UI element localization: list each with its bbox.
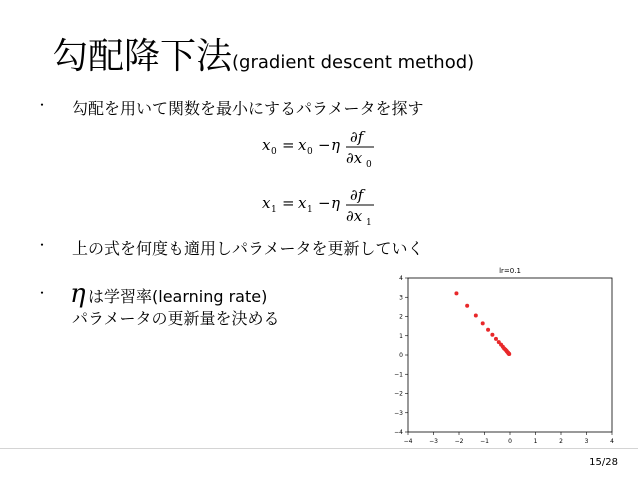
rhs-var: x xyxy=(298,136,307,154)
equals-sign: = xyxy=(282,194,295,212)
numerator: ∂f xyxy=(350,186,364,204)
page-number: 15/28 xyxy=(589,457,618,468)
y-tick-label: −4 xyxy=(394,429,403,436)
denominator-sub: 1 xyxy=(366,218,372,228)
lhs-sub: 1 xyxy=(271,205,277,215)
data-point xyxy=(486,328,490,332)
bullet-marker: ・ xyxy=(36,286,49,300)
rhs-sub: 0 xyxy=(307,147,313,157)
slide-title xyxy=(52,28,474,79)
bullet-repeat-update: 上の式を何度も適用しパラメータを更新していく xyxy=(72,239,424,258)
update-formula-x0 xyxy=(262,128,388,174)
eta-symbol: η xyxy=(331,136,340,154)
data-point xyxy=(494,337,498,341)
denominator-sub: 0 xyxy=(366,160,372,170)
x-tick-label: 4 xyxy=(610,438,614,445)
eta-symbol: η xyxy=(331,194,340,212)
bullet-marker: ・ xyxy=(36,98,49,112)
y-tick-label: −3 xyxy=(394,409,403,417)
x-tick-label: 1 xyxy=(533,438,538,445)
lhs-var: x xyxy=(262,194,271,212)
y-tick-label: 1 xyxy=(399,332,403,340)
x-tick-label: 0 xyxy=(508,438,512,445)
lhs-var: x xyxy=(262,136,271,154)
chart-svg xyxy=(384,262,620,446)
chart-title: lr=0.1 xyxy=(499,267,521,275)
formula-x0-svg xyxy=(262,128,388,170)
x-tick-label: −2 xyxy=(454,438,464,445)
footer-divider xyxy=(0,448,638,449)
bullet-marker: ・ xyxy=(36,238,49,252)
equals-sign: = xyxy=(282,136,295,154)
rhs-sub: 1 xyxy=(307,205,313,215)
y-tick-label: 4 xyxy=(399,275,403,282)
y-tick-label: 0 xyxy=(399,352,403,359)
title-subtitle: (gradient descent method) xyxy=(232,52,475,73)
title-main: 勾配降下法 xyxy=(52,36,233,77)
y-tick-label: −2 xyxy=(394,390,403,398)
formula-x1-svg xyxy=(262,186,388,228)
data-point xyxy=(454,291,458,295)
bullet-gradient-search: 勾配を用いて関数を最小にするパラメータを探す xyxy=(72,99,424,118)
denominator: ∂x xyxy=(346,149,363,167)
data-point xyxy=(490,333,494,337)
data-point xyxy=(465,304,469,308)
x-tick-label: 3 xyxy=(584,438,589,445)
bullet-learning-rate-desc: パラメータの更新量を決める xyxy=(72,309,280,328)
numerator: ∂f xyxy=(350,128,364,146)
x-tick-label: −4 xyxy=(403,438,413,445)
x-tick-label: −3 xyxy=(429,438,438,445)
denominator: ∂x xyxy=(346,207,363,225)
rhs-var: x xyxy=(298,194,307,212)
minus-sign: − xyxy=(318,194,331,212)
y-tick-label: 3 xyxy=(399,294,403,302)
minus-sign: − xyxy=(318,136,331,154)
y-tick-label: −1 xyxy=(394,371,403,379)
data-point xyxy=(481,321,485,325)
lhs-sub: 0 xyxy=(271,147,277,157)
y-tick-label: 2 xyxy=(399,313,403,321)
update-formula-x1 xyxy=(262,186,388,232)
data-point xyxy=(474,314,478,318)
x-tick-label: 2 xyxy=(559,438,563,445)
lr-scatter-chart xyxy=(384,262,620,450)
data-point xyxy=(507,352,511,356)
bullet-learning-rate: は学習率(learning rate) xyxy=(88,287,268,306)
x-tick-label: −1 xyxy=(480,438,489,445)
eta-symbol: η xyxy=(70,279,86,309)
